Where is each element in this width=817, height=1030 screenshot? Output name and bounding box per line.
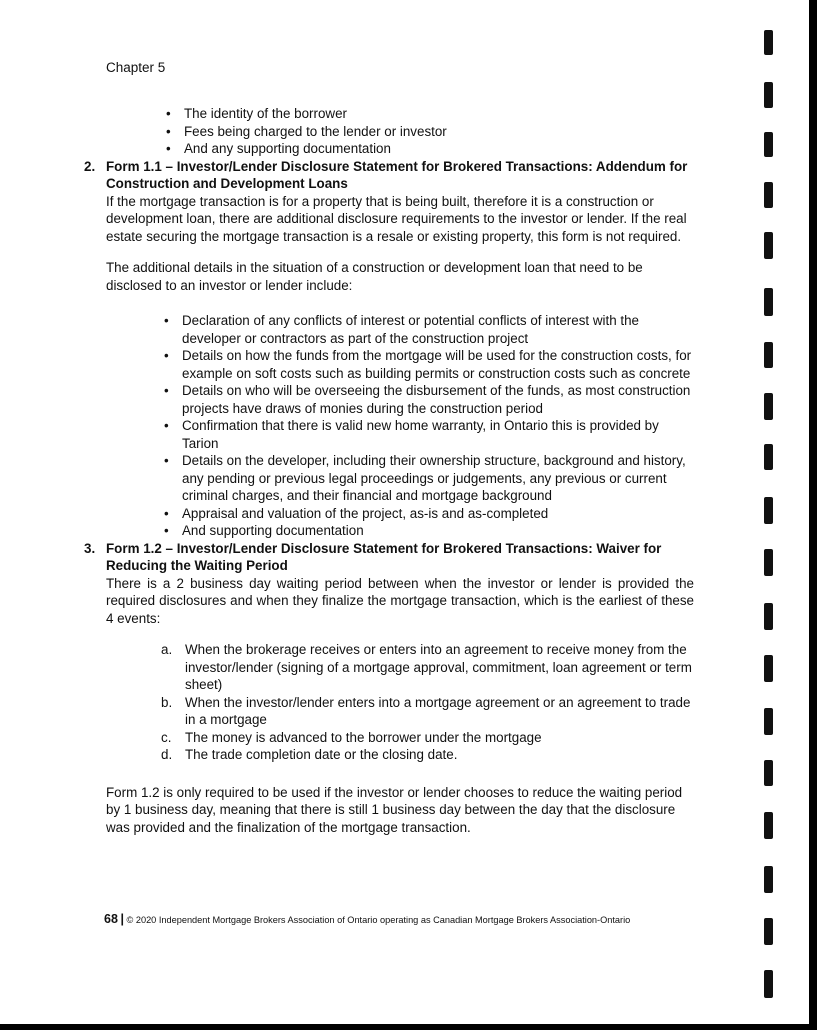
paragraph: There is a 2 business day waiting period between when the investor or lender is provided the required disclosures and when they finalize the mortgage transaction, which is the earliest of these 4 events:: [106, 575, 694, 626]
list-item: • And supporting documentation: [158, 522, 694, 540]
list-item: b. When the investor/lender enters into a mortgage agreement or an agreement to trade in a mortgage: [161, 694, 691, 727]
list-item: • Declaration of any conflicts of interest or potential conflicts of interest with the developer or contractors as part of the construction project: [158, 312, 694, 347]
section-3-heading: [84, 540, 694, 575]
paragraph: The additional details in the situation of a construction or development loan that need to be disclosed to an investor or lender include:: [106, 260, 643, 293]
binding-hole: [764, 232, 773, 259]
page-content: [84, 105, 694, 836]
page-footer: [104, 912, 630, 926]
binding-hole: [764, 342, 773, 368]
list-item: • Details on how the funds from the mortgage will be used for the construction costs, for example on soft costs such as building permits or construction costs such as concrete: [158, 347, 694, 382]
binding-hole: [764, 812, 773, 839]
binding-hole: [764, 549, 773, 576]
top-bullet-list: [160, 105, 694, 158]
list-item: • The identity of the borrower: [160, 105, 694, 123]
binding-hole: [764, 603, 773, 630]
paragraph: If the mortgage transaction is for a property that is being built, therefore it is a construction or development loan, there are additional disclosure requirements to the investor or lender. If the real estate securing the mortgage transaction is a resale or existing property, this form is not required.: [106, 193, 687, 244]
page-number: 68: [104, 912, 118, 926]
binding-hole: [764, 132, 773, 157]
binding-hole: [764, 497, 773, 524]
section-title: Form 1.1 – Investor/Lender Disclosure Statement for Brokered Transactions: Addendum for Construction and Development Loans: [106, 158, 688, 191]
section-title: Form 1.2 – Investor/Lender Disclosure Statement for Brokered Transactions: Waiver for Reducing the Waiting Period: [106, 540, 662, 573]
list-item: • Fees being charged to the lender or investor: [160, 123, 694, 141]
binding-hole: [764, 918, 773, 945]
binding-hole: [764, 288, 773, 316]
binding-hole: [764, 444, 773, 470]
section-2-heading: [84, 158, 694, 193]
binding-hole: [764, 655, 773, 682]
events-list: [161, 641, 694, 764]
list-item: d. The trade completion date or the closing date.: [161, 747, 458, 762]
copyright-text: © 2020 Independent Mortgage Brokers Association of Ontario operating as Canadian Mortgage Brokers Association-Ontario: [126, 915, 631, 925]
binding-hole: [764, 760, 773, 786]
binding-hole: [764, 970, 773, 998]
list-item: • Details on the developer, including their ownership structure, background and history, any pending or previous legal proceedings or judgements, any previous or current criminal charges, and their financial and mortgage background: [158, 452, 694, 505]
footer-separator: |: [120, 912, 124, 926]
section-3-body: [106, 575, 694, 837]
section-2-body: [106, 193, 694, 540]
list-item: • Appraisal and valuation of the project, as-is and as-completed: [158, 505, 694, 523]
section-number: 2.: [84, 158, 96, 174]
binding-hole: [764, 393, 773, 420]
binding-hole: [764, 82, 773, 108]
list-item: a. When the brokerage receives or enters into an agreement to receive money from the investor/lender (signing of a mortgage approval, commitment, loan agreement or term sheet): [161, 642, 692, 692]
binding-hole: [764, 30, 773, 55]
list-item: • Confirmation that there is valid new home warranty, in Ontario this is provided by Tarion: [158, 417, 694, 452]
paragraph: Form 1.2 is only required to be used if the investor or lender chooses to reduce the waiting period by 1 business day, meaning that there is still 1 business day between the day that the disclosure was provided and the finalization of the mortgage transaction.: [106, 784, 683, 835]
list-item: c. The money is advanced to the borrower under the mortgage: [161, 729, 542, 745]
section-number: 3.: [84, 540, 96, 556]
spiral-binding: [760, 0, 780, 1024]
list-item: • Details on who will be overseeing the disbursement of the funds, as most construction projects have draws of monies during the construction period: [158, 382, 694, 417]
binding-hole: [764, 182, 773, 208]
chapter-header: Chapter 5: [106, 60, 166, 75]
binding-hole: [764, 708, 773, 735]
construction-bullet-list: [158, 312, 694, 540]
list-item: • And any supporting documentation: [160, 140, 694, 158]
binding-hole: [764, 866, 773, 893]
